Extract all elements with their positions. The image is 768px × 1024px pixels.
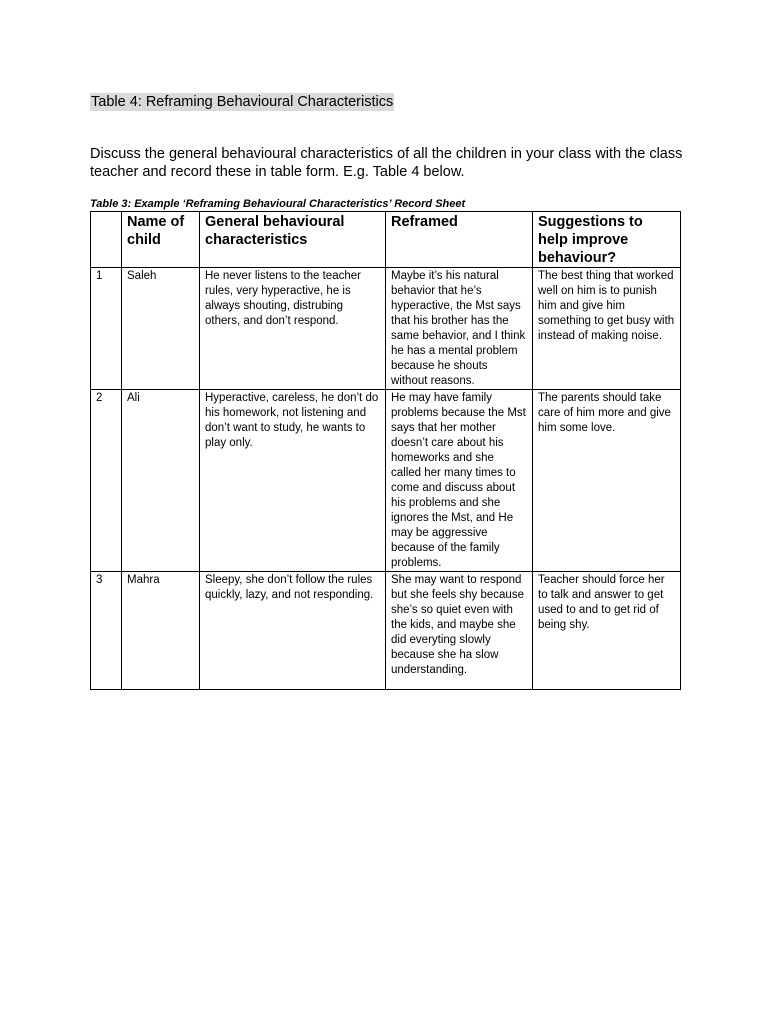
suggestions-text: The best thing that worked well on him is to punish him and give him something to get busy with instead of making noise. [533, 268, 681, 390]
general-characteristics: He never listens to the teacher rules, very hyperactive, he is always shouting, distrubing others, and don’t respond. [200, 268, 386, 390]
general-characteristics: Sleepy, she don’t follow the rules quickly, lazy, and not responding. [200, 572, 386, 690]
child-name: Saleh [122, 268, 200, 390]
row-number: 2 [91, 390, 122, 572]
suggestions-text: Teacher should force her to talk and answer to get used to and to get rid of being shy. [533, 572, 681, 690]
behaviour-record-table [90, 211, 681, 690]
header-name-of-child: Name of child [122, 212, 200, 268]
reframed-text: She may want to respond but she feels shy because she’s so quiet even with the kids, and maybe she did everyting slowly because she ha slow understanding. [386, 572, 533, 690]
child-name: Ali [122, 390, 200, 572]
child-name: Mahra [122, 572, 200, 690]
intro-paragraph: Discuss the general behavioural characteristics of all the children in your class with the class teacher and record these in table form. E.g. Table 4 below. [90, 146, 683, 180]
row-number: 1 [91, 268, 122, 390]
reframed-text: He may have family problems because the Mst says that her mother doesn’t care about his homeworks and she called her many times to come and discuss about his problems and she ignores the Mst, and He may be aggressive because of the family problems. [386, 390, 533, 572]
suggestions-text: The parents should take care of him more and give him some love. [533, 390, 681, 572]
header-suggestions: Suggestions to help improve behaviour? [533, 212, 681, 268]
section-heading: Table 4: Reframing Behavioural Characteristics [91, 94, 394, 110]
header-number [91, 212, 122, 268]
table-row [91, 390, 681, 572]
header-reframed: Reframed [386, 212, 533, 268]
reframed-text: Maybe it’s his natural behavior that he’s hyperactive, the Mst says that his brother has the same behavior, and I think he has a mental problem because he shouts without reasons. [386, 268, 533, 390]
table-header-row [91, 212, 681, 268]
table-row [91, 268, 681, 390]
row-number: 3 [91, 572, 122, 690]
general-characteristics: Hyperactive, careless, he don’t do his homework, not listening and don’t want to study, he wants to play only. [200, 390, 386, 572]
table-caption: Table 3: Example ‘Reframing Behavioural Characteristics’ Record Sheet [90, 198, 466, 210]
header-general-characteristics: General behavioural characteristics [200, 212, 386, 268]
table-row [91, 572, 681, 690]
